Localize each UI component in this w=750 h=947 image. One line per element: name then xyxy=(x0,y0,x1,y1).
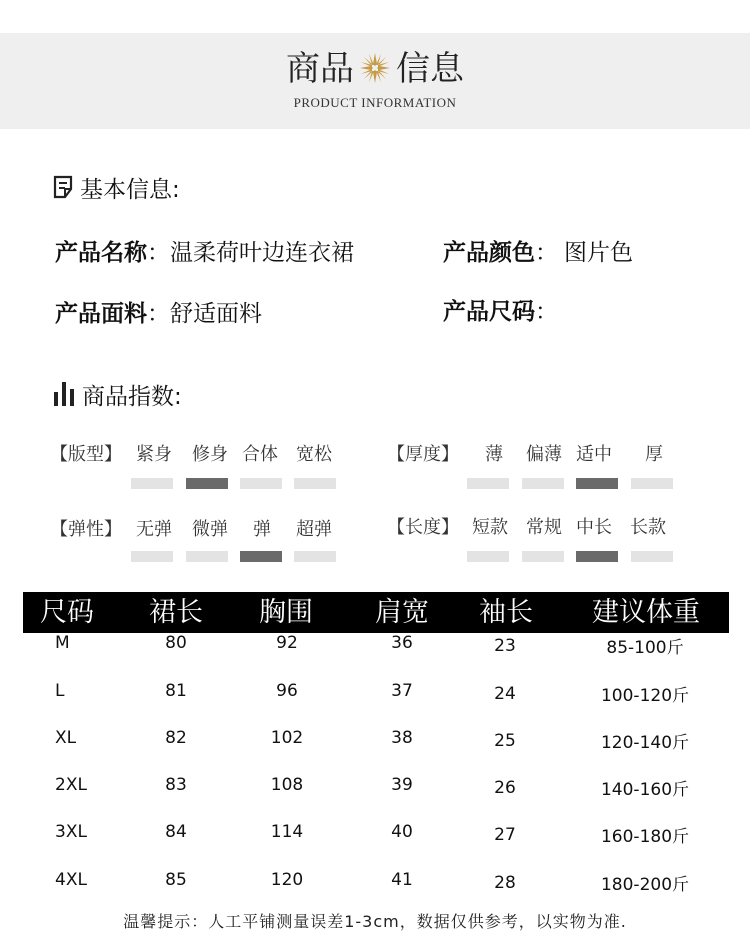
cell-bust: 102 xyxy=(270,728,304,748)
index-bar xyxy=(522,551,564,562)
cell-bust: 120 xyxy=(270,870,304,890)
cell-weight: 180-200斤 xyxy=(600,875,690,895)
cell-shoulder: 40 xyxy=(391,822,413,842)
index-option: 超弹 xyxy=(296,519,332,540)
th-shoulder: 肩宽 xyxy=(375,597,429,628)
footnote: 温馨提示：人工平铺测量误差1-3cm，数据仅供参考，以实物为准. xyxy=(123,912,627,931)
cell-size: XL xyxy=(55,728,77,748)
index-group-label: 【长度】 xyxy=(387,517,459,538)
product-size-key: 产品尺码 xyxy=(443,299,535,325)
page-title xyxy=(0,47,750,91)
index-bar-selected xyxy=(186,478,228,489)
index-heading xyxy=(52,380,182,412)
index-bar xyxy=(631,478,673,489)
basic-info-title: 基本信息: xyxy=(80,177,180,203)
index-option: 紧身 xyxy=(136,444,172,465)
th-weight: 建议体重 xyxy=(592,597,700,628)
cell-sleeve: 24 xyxy=(494,684,516,704)
cell-size: 2XL xyxy=(55,775,87,795)
cell-size: M xyxy=(55,633,70,653)
index-bar xyxy=(522,478,564,489)
index-bar xyxy=(294,551,336,562)
index-option: 宽松 xyxy=(296,444,332,465)
index-option: 适中 xyxy=(576,444,612,465)
cell-sleeve: 26 xyxy=(494,778,516,798)
cell-bust: 92 xyxy=(276,633,298,653)
cell-sleeve: 25 xyxy=(494,731,516,751)
cell-sleeve: 28 xyxy=(494,873,516,893)
product-color-sep: ： xyxy=(535,240,558,266)
cell-size: 3XL xyxy=(55,822,87,842)
product-color-value: 图片色 xyxy=(564,240,633,266)
index-bar-selected xyxy=(576,551,618,562)
product-size-sep: ： xyxy=(535,299,558,325)
product-fabric-sep: ： xyxy=(147,301,170,327)
cell-size: 4XL xyxy=(55,870,87,890)
index-option: 偏薄 xyxy=(526,444,562,465)
index-option: 无弹 xyxy=(136,519,172,540)
page-subtitle: PRODUCT INFORMATION xyxy=(293,95,457,110)
index-option: 微弹 xyxy=(192,519,228,540)
index-group-label: 【版型】 xyxy=(50,444,122,465)
index-bar xyxy=(131,478,173,489)
index-option: 合体 xyxy=(242,444,278,465)
index-option: 常规 xyxy=(526,517,562,538)
index-option: 短款 xyxy=(472,517,508,538)
product-color-key: 产品颜色 xyxy=(443,240,535,266)
product-fabric-row xyxy=(55,299,262,329)
title-right: 信息 xyxy=(396,49,464,89)
cell-skirt-length: 85 xyxy=(165,870,187,890)
index-bar xyxy=(240,478,282,489)
cell-bust: 108 xyxy=(270,775,304,795)
index-bar xyxy=(631,551,673,562)
th-skirt-length: 裙长 xyxy=(149,597,203,628)
cell-sleeve: 23 xyxy=(494,636,516,656)
index-bar-selected xyxy=(240,551,282,562)
cell-skirt-length: 82 xyxy=(165,728,187,748)
cell-skirt-length: 83 xyxy=(165,775,187,795)
star-burst-icon xyxy=(360,53,390,83)
cell-skirt-length: 84 xyxy=(165,822,187,842)
cell-weight: 160-180斤 xyxy=(600,827,690,847)
index-option: 中长 xyxy=(576,517,612,538)
th-size: 尺码 xyxy=(40,597,94,628)
cell-skirt-length: 80 xyxy=(165,633,187,653)
cell-shoulder: 38 xyxy=(391,728,413,748)
index-bar-selected xyxy=(576,478,618,489)
th-bust: 胸围 xyxy=(259,597,313,628)
product-name-value: 温柔荷叶边连衣裙 xyxy=(170,240,354,266)
index-option: 薄 xyxy=(485,444,503,465)
index-group-label: 【厚度】 xyxy=(387,444,459,465)
index-bar xyxy=(467,478,509,489)
product-fabric-key: 产品面料 xyxy=(55,301,147,327)
product-name-sep: ： xyxy=(147,240,170,266)
header-banner xyxy=(0,33,750,129)
cell-bust: 96 xyxy=(276,681,298,701)
title-left: 商品 xyxy=(286,49,354,89)
document-icon xyxy=(52,175,76,201)
product-size-row xyxy=(443,297,558,327)
cell-shoulder: 41 xyxy=(391,870,413,890)
index-bar xyxy=(131,551,173,562)
product-color-row xyxy=(443,238,633,268)
cell-weight: 85-100斤 xyxy=(606,638,684,658)
cell-weight: 140-160斤 xyxy=(600,780,690,800)
cell-bust: 114 xyxy=(270,822,304,842)
product-fabric-value: 舒适面料 xyxy=(170,301,262,327)
index-option: 修身 xyxy=(192,444,228,465)
index-title: 商品指数: xyxy=(82,384,182,410)
index-group-label: 【弹性】 xyxy=(50,519,122,540)
cell-weight: 100-120斤 xyxy=(600,686,690,706)
index-option: 长款 xyxy=(630,517,666,538)
index-bar xyxy=(186,551,228,562)
cell-weight: 120-140斤 xyxy=(600,733,690,753)
cell-shoulder: 37 xyxy=(391,681,413,701)
index-option: 弹 xyxy=(253,519,271,540)
cell-size: L xyxy=(55,681,65,701)
size-table-header xyxy=(23,592,729,633)
cell-skirt-length: 81 xyxy=(165,681,187,701)
product-name-key: 产品名称 xyxy=(55,240,147,266)
index-bar xyxy=(294,478,336,489)
cell-shoulder: 39 xyxy=(391,775,413,795)
cell-sleeve: 27 xyxy=(494,825,516,845)
index-option: 厚 xyxy=(645,444,663,465)
cell-shoulder: 36 xyxy=(391,633,413,653)
th-sleeve: 袖长 xyxy=(479,597,533,628)
product-name-row xyxy=(55,238,354,268)
bar-chart-icon xyxy=(52,380,78,408)
basic-info-heading xyxy=(52,175,180,205)
index-bar xyxy=(467,551,509,562)
